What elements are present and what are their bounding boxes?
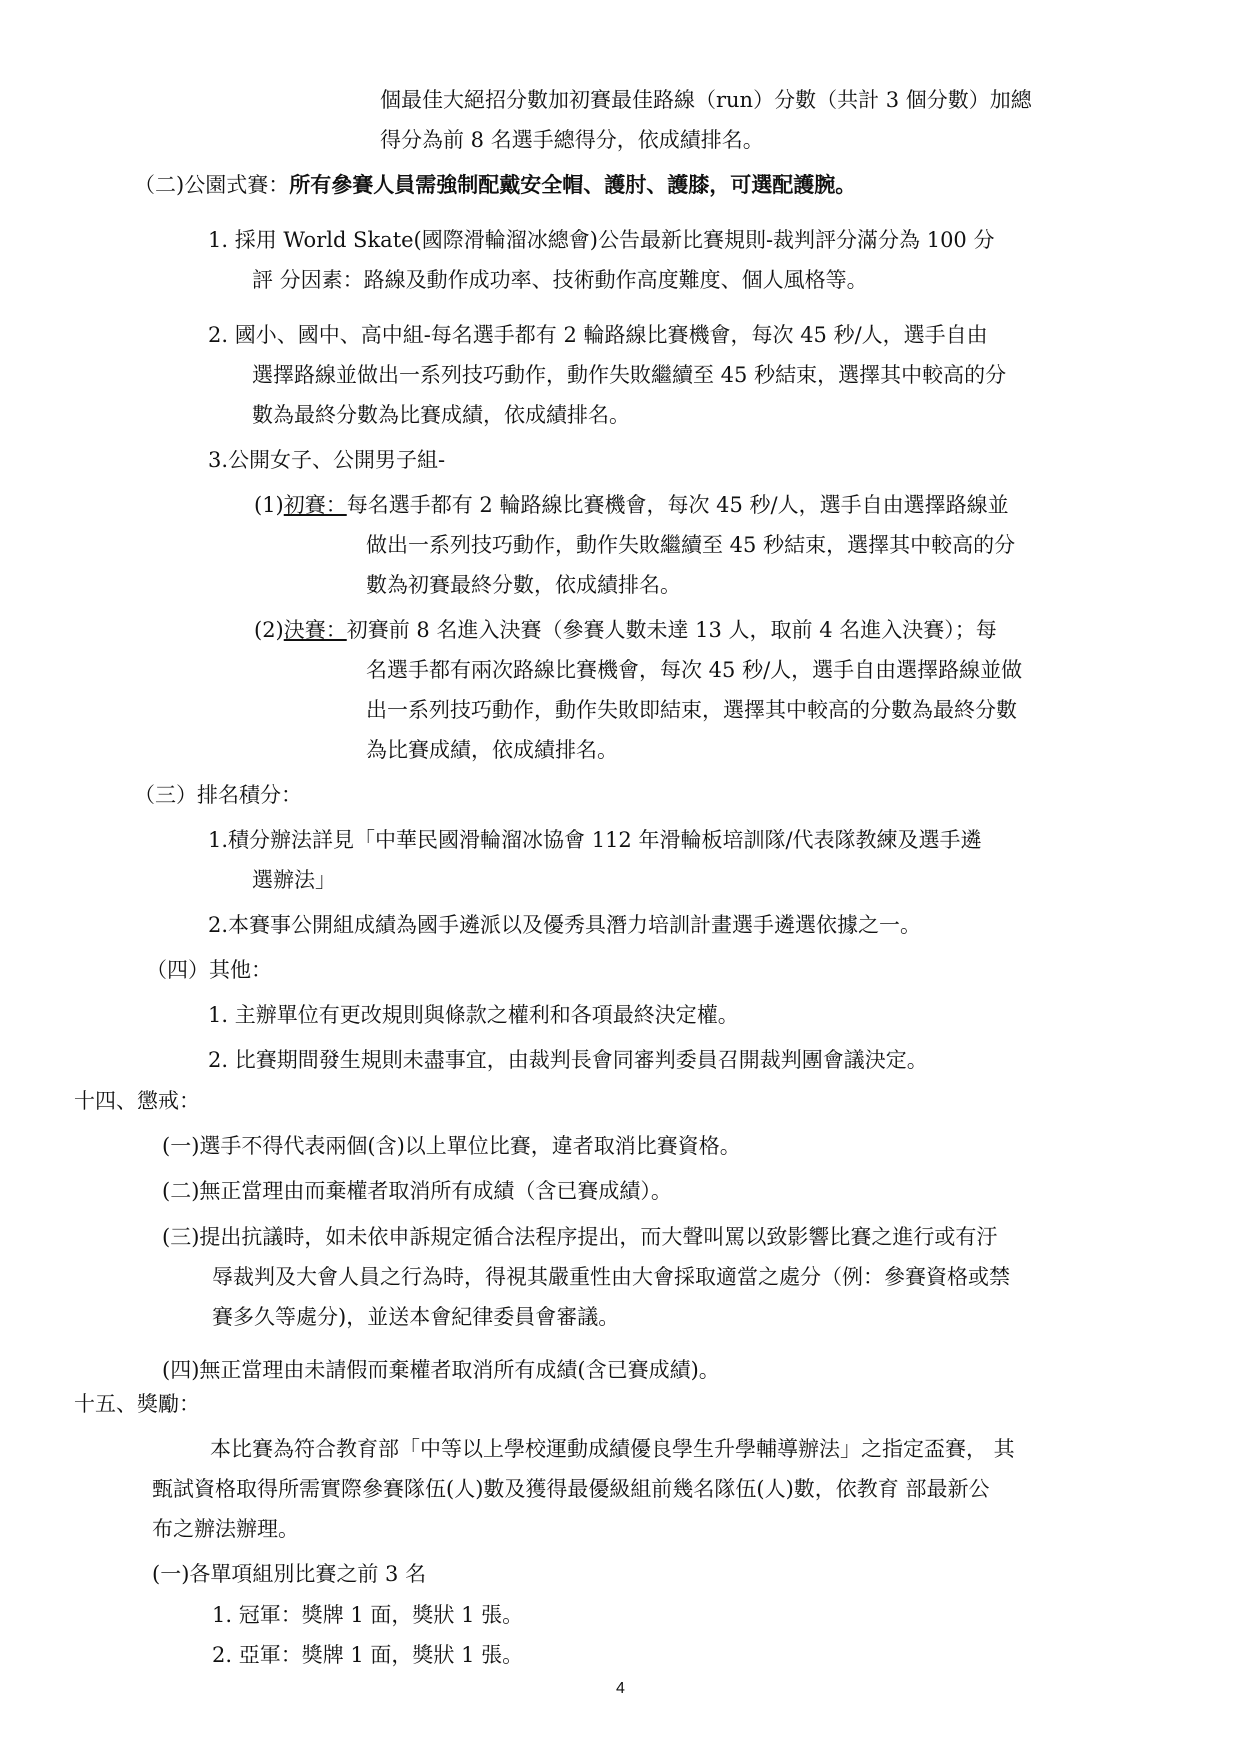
- text-line: 賽多久等處分)，並送本會紀律委員會審議。: [212, 1305, 620, 1329]
- list-item: (四)無正當理由未請假而棄權者取消所有成績(含已賽成績)。: [162, 1358, 720, 1382]
- text-line: 為比賽成績，依成績排名。: [366, 738, 618, 762]
- section-heading-emphasis: 所有參賽人員需強制配戴安全帽、護肘、護膝，可選配護腕。: [289, 172, 857, 197]
- section-heading-label: （二)公園式賽：: [134, 173, 290, 197]
- sub-item-number: (1): [254, 493, 284, 517]
- chapter-heading: 十五、獎勵：: [74, 1392, 200, 1416]
- text-line: 個最佳大絕招分數加初賽最佳路線（run）分數（共計 3 個分數）加總: [380, 88, 1032, 112]
- sub-item-text: 初賽前 8 名進入決賽（參賽人數未達 13 人，取前 4 名進入決賽）；每: [346, 618, 997, 642]
- sub-item-number: (2): [254, 618, 284, 642]
- text-line: 選擇路線並做出一系列技巧動作，動作失敗繼續至 45 秒結束，選擇其中較高的分: [252, 363, 1007, 387]
- paragraph-line: 本比賽為符合教育部「中等以上學校運動成績優良學生升學輔導辦法」之指定盃賽， 其: [210, 1437, 1015, 1461]
- sub-item-text: 每名選手都有 2 輪路線比賽機會，每次 45 秒/人，選手自由選擇路線並: [346, 493, 1009, 517]
- section-heading: [134, 171, 856, 199]
- list-item: 2. 國小、國中、高中組-每名選手都有 2 輪路線比賽機會，每次 45 秒/人，選手自由: [208, 323, 988, 347]
- text-line: 出一系列技巧動作，動作失敗即結束，選擇其中較高的分數為最終分數: [366, 698, 1017, 722]
- sub-item-title: 初賽：: [283, 493, 347, 517]
- sub-item: [254, 616, 997, 644]
- list-item: 1.積分辦法詳見「中華民國滑輪溜冰協會 112 年滑輪板培訓隊/代表隊教練及選手遴: [208, 828, 982, 852]
- list-item: 2. 亞軍：獎牌 1 面，獎狀 1 張。: [212, 1643, 524, 1667]
- section-heading: （三）排名積分：: [134, 783, 302, 807]
- text-line: 辱裁判及大會人員之行為時，得視其嚴重性由大會採取適當之處分（例：參賽資格或禁: [212, 1265, 1010, 1289]
- list-item: 2.本賽事公開組成績為國手遴派以及優秀具潛力培訓計畫選手遴選依據之一。: [208, 913, 922, 937]
- list-item: 1. 主辦單位有更改規則與條款之權利和各項最終決定權。: [208, 1003, 739, 1027]
- page-number: 4: [616, 1680, 625, 1697]
- text-line: 數為初賽最終分數，依成績排名。: [366, 573, 681, 597]
- text-line: 做出一系列技巧動作，動作失敗繼續至 45 秒結束，選擇其中較高的分: [366, 533, 1016, 557]
- list-item: 2. 比賽期間發生規則未盡事宜，由裁判長會同審判委員召開裁判團會議決定。: [208, 1048, 928, 1072]
- text-line: 選辦法」: [252, 868, 336, 892]
- list-item: 3.公開女子、公開男子組-: [208, 448, 446, 472]
- list-item: 1. 採用 World Skate(國際滑輪溜冰總會)公告最新比賽規則-裁判評分滿分為 100 分: [208, 228, 995, 252]
- text-line: 數為最終分數為比賽成績，依成績排名。: [252, 403, 630, 427]
- text-line: 評 分因素：路線及動作成功率、技術動作高度難度、個人風格等。: [252, 268, 868, 292]
- paragraph-line: 甄試資格取得所需實際參賽隊伍(人)數及獲得最優級組前幾名隊伍(人)數，依教育 部最新公: [152, 1477, 990, 1501]
- list-item: (一)各單項組別比賽之前 3 名: [152, 1562, 427, 1586]
- sub-item-title: 決賽：: [283, 618, 347, 642]
- text-line: 得分為前 8 名選手總得分，依成績排名。: [380, 128, 764, 152]
- paragraph-line: 布之辦法辦理。: [152, 1517, 299, 1541]
- sub-item: [254, 491, 1009, 519]
- text-line: 名選手都有兩次路線比賽機會，每次 45 秒/人，選手自由選擇路線並做: [366, 658, 1023, 682]
- section-heading: （四）其他：: [146, 958, 272, 982]
- list-item: (二)無正當理由而棄權者取消所有成績（含已賽成績）。: [162, 1179, 672, 1203]
- list-item: (三)提出抗議時，如未依申訴規定循合法程序提出，而大聲叫罵以致影響比賽之進行或有汙: [162, 1225, 998, 1249]
- chapter-heading: 十四、懲戒：: [74, 1089, 200, 1113]
- list-item: 1. 冠軍：獎牌 1 面，獎狀 1 張。: [212, 1603, 524, 1627]
- list-item: (一)選手不得代表兩個(含)以上單位比賽，違者取消比賽資格。: [162, 1134, 741, 1158]
